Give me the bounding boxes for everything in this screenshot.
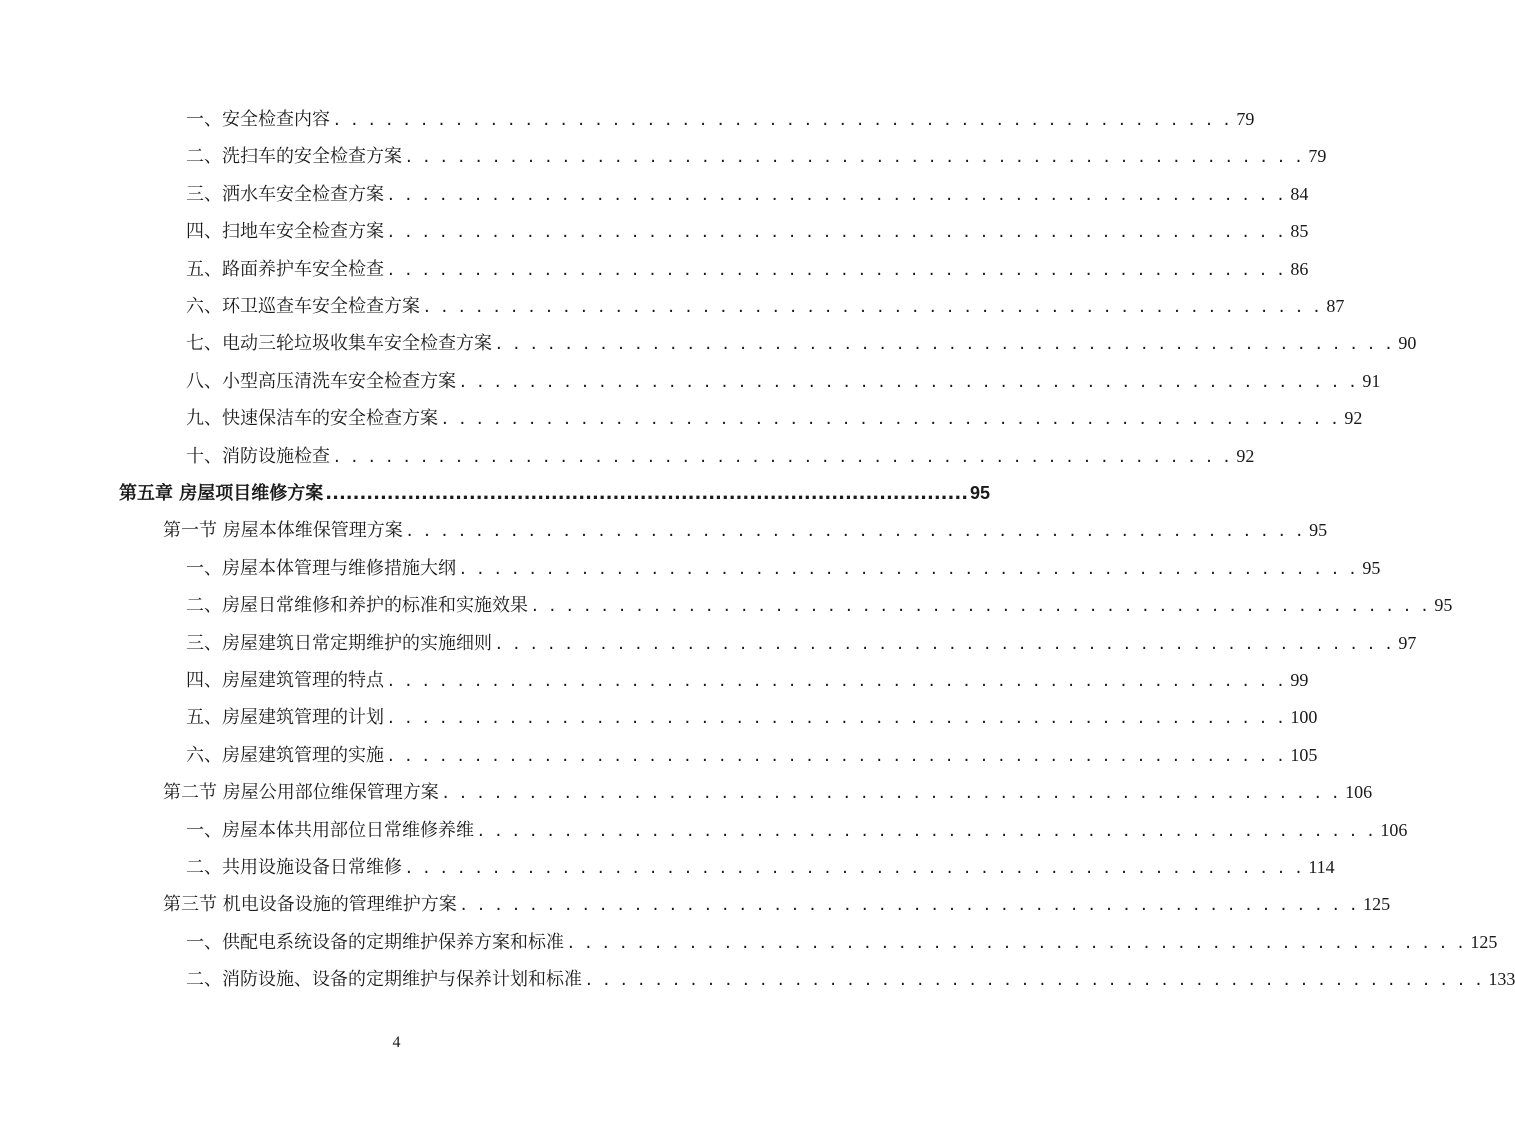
toc-entry-title: 六、房屋建筑管理的实施 xyxy=(186,744,384,766)
toc-entry-page: 95 xyxy=(1362,557,1381,578)
toc-entry-page: 95 xyxy=(1434,595,1453,616)
toc-entry[interactable] xyxy=(186,704,1318,731)
toc-entry-title: 三、洒水车安全检查方案 xyxy=(186,183,384,205)
toc-leader-dots: . . . . . . . . . . . . . . . . . . . . . . . . . . . . . . . . . . . . . . . . . . . . . . . . . . . . xyxy=(442,782,1342,804)
toc-leader-dots: . . . . . . . . . . . . . . . . . . . . . . . . . . . . . . . . . . . . . . . . . . . . . . . . . . . . xyxy=(460,370,1359,392)
toc-entry[interactable] xyxy=(163,517,1328,544)
toc-entry-page: 95 xyxy=(1309,520,1328,541)
toc-leader-dots: . . . . . . . . . . . . . . . . . . . . . . . . . . . . . . . . . . . . . . . . . . . . . . . . . . . . xyxy=(388,744,1287,766)
toc-entry-title: 第一节 房屋本体维保管理方案 xyxy=(163,520,403,542)
toc-entry-page: 90 xyxy=(1398,333,1417,354)
toc-entry-title: 四、扫地车安全检查方案 xyxy=(186,221,384,243)
toc-entry[interactable] xyxy=(186,181,1309,208)
toc-entry-page: 97 xyxy=(1398,632,1417,653)
toc-leader-dots: . . . . . . . . . . . . . . . . . . . . . . . . . . . . . . . . . . . . . . . . . . . . . . . . . . . . xyxy=(460,557,1359,579)
toc-leader-dots: . . . . . . . . . . . . . . . . . . . . . . . . . . . . . . . . . . . . . . . . . . . . . . . . . . . . xyxy=(388,707,1287,729)
toc-entry-page: 125 xyxy=(1470,931,1498,952)
toc-leader-dots: . . . . . . . . . . . . . . . . . . . . . . . . . . . . . . . . . . . . . . . . . . . . . . . . . . . . xyxy=(334,445,1233,467)
toc-entry[interactable] xyxy=(186,330,1417,357)
toc-entry-title: 二、房屋日常维修和养护的标准和实施效果 xyxy=(186,595,528,617)
toc-entry-title: 一、房屋本体共用部位日常维修养维 xyxy=(186,819,474,841)
toc-leader-dots: . . . . . . . . . . . . . . . . . . . . . . . . . . . . . . . . . . . . . . . . . . . . . . . . . . . . xyxy=(388,221,1287,243)
toc-entry-title: 八、小型高压清洗车安全检查方案 xyxy=(186,370,456,392)
toc-entry-title: 第五章 房屋项目维修方案 xyxy=(119,483,324,504)
toc-entry-page: 79 xyxy=(1308,146,1327,167)
toc-entry-title: 九、快速保洁车的安全检查方案 xyxy=(186,408,438,430)
toc-entry-title: 一、房屋本体管理与维修措施大纲 xyxy=(186,557,456,579)
toc-entry-title: 六、环卫巡查车安全检查方案 xyxy=(186,296,420,317)
toc-entry-title: 五、房屋建筑管理的计划 xyxy=(186,707,384,729)
toc-entry-title: 第二节 房屋公用部位维保管理方案 xyxy=(163,782,439,804)
toc-entry-title: 七、电动三轮垃圾收集车安全检查方案 xyxy=(186,333,492,355)
toc-entry[interactable] xyxy=(186,293,1345,320)
toc-entry-page: 106 xyxy=(1345,782,1373,803)
toc-entry[interactable] xyxy=(186,143,1327,170)
toc-entry-title: 十、消防设施检查 xyxy=(186,445,330,467)
toc-entry[interactable] xyxy=(186,256,1309,283)
toc-leader-dots: . . . . . . . . . . . . . . . . . . . . . . . . . . . . . . . . . . . . . . . . . . . . . . . . . . . . xyxy=(532,595,1431,617)
toc-entry[interactable] xyxy=(186,106,1255,133)
toc-leader-dots: . . . . . . . . . . . . . . . . . . . . . . . . . . . . . . . . . . . . . . . . . . . . . . . . . . . . xyxy=(406,520,1306,542)
toc-leader-dots: . . . . . . . . . . . . . . . . . . . . . . . . . . . . . . . . . . . . . . . . . . . . . . . . . . . . xyxy=(388,258,1287,280)
toc-entry[interactable] xyxy=(186,966,1515,993)
toc-entry[interactable] xyxy=(119,480,991,507)
toc-entry[interactable] xyxy=(186,218,1309,245)
toc-leader-dots: . . . . . . . . . . . . . . . . . . . . . . . . . . . . . . . . . . . . . . . . . . . . . . . . . . . . xyxy=(586,969,1485,991)
toc-entry[interactable] xyxy=(186,854,1335,881)
toc-entry-page: 92 xyxy=(1236,445,1255,466)
toc-entry-page: 91 xyxy=(1362,370,1381,391)
toc-entry-title: 二、共用设施设备日常维修 xyxy=(186,857,402,878)
toc-entry[interactable] xyxy=(186,368,1381,395)
toc-entry-page: 87 xyxy=(1326,296,1345,316)
toc-leader-dots: .............................................................................................. xyxy=(325,483,969,504)
toc-entry[interactable] xyxy=(186,742,1318,769)
toc-leader-dots: . . . . . . . . . . . . . . . . . . . . . . . . . . . . . . . . . . . . . . . . . . . . . . . . . . . . xyxy=(460,894,1360,916)
toc-entry[interactable] xyxy=(186,592,1453,619)
toc-entry[interactable] xyxy=(163,779,1373,806)
toc-leader-dots: . . . . . . . . . . . . . . . . . . . . . . . . . . . . . . . . . . . . . . . . . . . . . . . . . . . . xyxy=(478,819,1377,841)
toc-entry-page: 100 xyxy=(1290,707,1318,728)
toc-leader-dots: . . . . . . . . . . . . . . . . . . . . . . . . . . . . . . . . . . . . . . . . . . . . . . . . . . . . xyxy=(496,333,1395,355)
toc-entry[interactable] xyxy=(186,443,1255,470)
toc-entry-page: 95 xyxy=(970,483,991,503)
toc-entry-page: 114 xyxy=(1308,857,1335,877)
toc-entry-page: 79 xyxy=(1236,109,1255,129)
toc-entry-page: 105 xyxy=(1290,744,1318,765)
toc-leader-dots: . . . . . . . . . . . . . . . . . . . . . . . . . . . . . . . . . . . . . . . . . . . . . . . . . . . . xyxy=(442,408,1341,430)
toc-entry-title: 二、消防设施、设备的定期维护与保养计划和标准 xyxy=(186,969,582,991)
toc-entry[interactable] xyxy=(186,630,1417,657)
toc-entry-title: 五、路面养护车安全检查 xyxy=(186,258,384,280)
toc-entry-page: 125 xyxy=(1363,894,1391,915)
page-number: 4 xyxy=(392,1034,401,1051)
toc-entry-page: 133 xyxy=(1488,969,1515,990)
toc-leader-dots: . . . . . . . . . . . . . . . . . . . . . . . . . . . . . . . . . . . . . . . . . . . . . . . . . . . . xyxy=(388,183,1287,205)
toc-entry[interactable] xyxy=(186,817,1408,844)
toc-leader-dots: . . . . . . . . . . . . . . . . . . . . . . . . . . . . . . . . . . . . . . . . . . . . . . . . . . . . xyxy=(388,670,1287,691)
toc-leader-dots: . . . . . . . . . . . . . . . . . . . . . . . . . . . . . . . . . . . . . . . . . . . . . . . . . . . . xyxy=(406,857,1305,878)
toc-entry-title: 一、供配电系统设备的定期维护保养方案和标准 xyxy=(186,931,564,953)
toc-entry[interactable] xyxy=(186,555,1381,582)
toc-entry-page: 85 xyxy=(1290,221,1309,242)
toc-entry-title: 三、房屋建筑日常定期维护的实施细则 xyxy=(186,632,492,654)
toc-entry-title: 二、洗扫车的安全检查方案 xyxy=(186,146,402,168)
toc-entry[interactable] xyxy=(186,929,1498,956)
toc-leader-dots: . . . . . . . . . . . . . . . . . . . . . . . . . . . . . . . . . . . . . . . . . . . . . . . . . . . . xyxy=(568,931,1467,953)
toc-entry-title: 一、安全检查内容 xyxy=(186,109,330,130)
toc-entry-page: 99 xyxy=(1290,670,1309,690)
toc-entry-page: 86 xyxy=(1290,258,1309,279)
toc-leader-dots: . . . . . . . . . . . . . . . . . . . . . . . . . . . . . . . . . . . . . . . . . . . . . . . . . . . . xyxy=(334,109,1233,130)
toc-entry-title: 第三节 机电设备设施的管理维护方案 xyxy=(163,894,457,916)
toc-entry-page: 106 xyxy=(1380,819,1408,840)
toc-entry-title: 四、房屋建筑管理的特点 xyxy=(186,670,384,691)
toc-entry[interactable] xyxy=(186,667,1309,694)
toc-entry[interactable] xyxy=(163,891,1391,918)
toc-entry-page: 92 xyxy=(1344,408,1363,429)
toc-leader-dots: . . . . . . . . . . . . . . . . . . . . . . . . . . . . . . . . . . . . . . . . . . . . . . . . . . . . xyxy=(406,146,1305,168)
toc-leader-dots: . . . . . . . . . . . . . . . . . . . . . . . . . . . . . . . . . . . . . . . . . . . . . . . . . . . . xyxy=(424,296,1323,317)
toc-leader-dots: . . . . . . . . . . . . . . . . . . . . . . . . . . . . . . . . . . . . . . . . . . . . . . . . . . . . xyxy=(496,632,1395,654)
toc-entry-page: 84 xyxy=(1290,183,1309,204)
toc-entry[interactable] xyxy=(186,405,1363,432)
